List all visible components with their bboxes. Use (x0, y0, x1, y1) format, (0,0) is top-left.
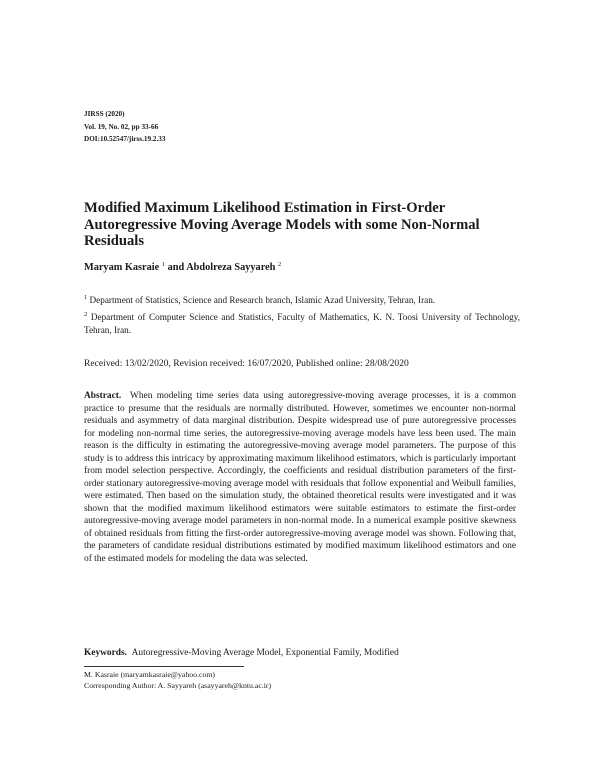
publication-dates: Received: 13/02/2020, Revision received: 16/07/2020, Published online: 28/08/2020 (84, 358, 409, 369)
abstract-label: Abstract. (84, 391, 122, 401)
abstract (84, 390, 516, 565)
footnote-2: Corresponding Author: A. Sayyareh (asayyareh@kntu.ac.ir) (84, 680, 272, 690)
keywords-text: Autoregressive-Moving Average Model, Exponential Family, Modified (131, 648, 399, 658)
author-2: Abdolreza Sayyareh (186, 262, 276, 273)
footnote-1: M. Kasraie (maryamkasraie@yahoo.com) (84, 670, 216, 679)
footnotes (84, 670, 271, 691)
footnote-rule (84, 666, 244, 667)
affiliation-1-text: Department of Statistics, Science and Research branch, Islamic Azad University, Tehran, Iran. (89, 295, 436, 305)
journal-volume: Vol. 19, No. 02, pp 33-66 (84, 122, 159, 131)
abstract-text: When modeling time series data using autoregressive-moving average processes, it is a common practice to presume that the residuals are normally distributed. However, sometimes we encounter non-normal residuals and asymmetry of data marginal distribution. Despite widespread use of pure autoregressive processes for modeling non-normal time series, the autoregressive-moving average models have less been used. The main reason is the difficulty in estimating the autoregressive-moving average model parameters. The purpose of this study is to address this intricacy by approximating maximum likelihood estimators, which is particularly important from model selection perspective. Accordingly, the coefficients and residual distribution parameters of the first-order stationary autoregressive-moving average model with residuals that follow exponential and Weibull families, were estimated. Then based on the simulation study, the obtained theoretical results were investigated and it was shown that the modified maximum likelihood estimators were suitable estimators to estimate the first-order autoregressive-moving average model parameters in non-normal mode. In a numerical example positive skewness of obtained residuals from fitting the first-order autoregressive-moving average model was shown. Following that, the parameters of candidate residual distributions estimated by modified maximum likelihood estimators and one of the estimated models for modeling the data was selected. (84, 391, 517, 564)
affiliation-1 (84, 291, 520, 308)
author-1: Maryam Kasraie (84, 262, 160, 273)
author-line (84, 261, 281, 273)
affiliation-2 (84, 308, 520, 338)
journal-header (84, 108, 165, 146)
affiliation-1-sup: 1 (84, 294, 88, 301)
affiliation-2-text: Department of Computer Science and Statistics, Faculty of Mathematics, K. N. Toosi University of Technology, Tehran, Iran. (84, 311, 521, 335)
affiliations (84, 291, 520, 338)
keywords-label: Keywords. (84, 648, 127, 658)
keywords (84, 648, 520, 658)
author-2-sup: 2 (277, 261, 282, 268)
journal-name: JIRSS (2020) (84, 110, 125, 118)
author-conjunction: and (167, 262, 185, 273)
paper-title: Modified Maximum Likelihood Estimation in First-Order Autoregressive Moving Average Models with some Non-Normal Residuals (84, 200, 480, 249)
affiliation-2-sup: 2 (84, 310, 88, 318)
journal-doi: DOI:10.52547/jirss.19.2.33 (84, 135, 166, 143)
author-1-sup: 1 (161, 261, 166, 268)
